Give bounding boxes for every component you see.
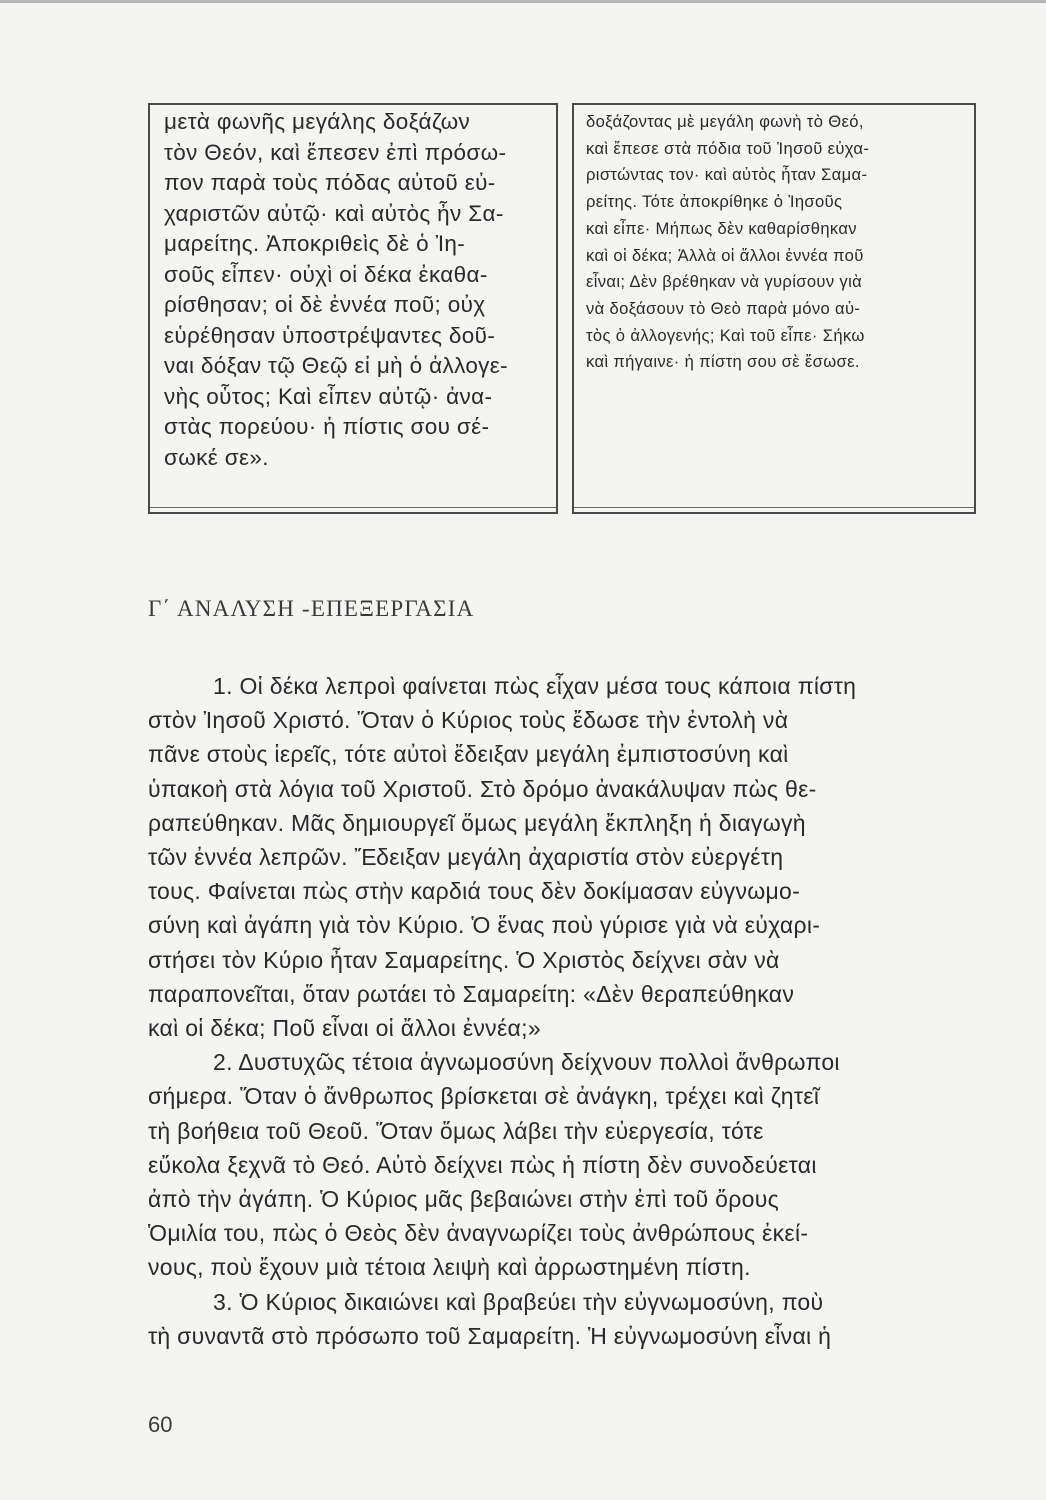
- original-line: σωκέ σε».: [164, 444, 269, 470]
- box-inner-rule: [150, 507, 556, 508]
- paragraph-line: πᾶνε στοὺς ἱερεῖς, τότε αὐτοὶ ἔδειξαν μεγάλη ἐμπιστοσύνη καὶ: [148, 741, 789, 768]
- paragraph-line: 2. Δυστυχῶς τέτοια ἀγνωμοσύνη δείχνουν πολλοὶ ἄνθρωποι: [213, 1049, 840, 1076]
- original-text-column: [164, 107, 554, 473]
- top-rule: [0, 0, 1046, 3]
- original-line: ρίσθησαν; οἱ δὲ ἐννέα ποῦ; οὐχ: [164, 292, 486, 317]
- page-number: 60: [148, 1412, 173, 1437]
- paragraph-line: 3. Ὁ Κύριος δικαιώνει καὶ βραβεύει τὴν εὐγνωμοσύνη, ποὺ: [213, 1288, 824, 1315]
- paragraph-line: ἀπὸ τὴν ἀγάπη. Ὁ Κύριος μᾶς βεβαιώνει στὴν ἐπὶ τοῦ ὄρους: [148, 1186, 780, 1213]
- paragraph-line: τὴ συναντᾶ στὸ πρόσωπο τοῦ Σαμαρείτη. Ἡ εὐγνωμοσύνη εἶναι ἡ: [148, 1322, 832, 1349]
- original-line: νὴς οὗτος; Καὶ εἶπεν αὐτῷ· ἀνα-: [164, 383, 493, 409]
- paragraph-line: νους, ποὺ ἔχουν μιὰ τέτοια λειψὴ καὶ ἀρρωστημένη πίστη.: [148, 1254, 751, 1281]
- paragraph-line: εὔκολα ξεχνᾶ τὸ Θεό. Αὐτὸ δείχνει πὼς ἡ πίστη δὲν συνοδεύεται: [148, 1151, 817, 1178]
- translation-line: νὰ δοξάσουν τὸ Θεὸ παρὰ μόνο αὐ-: [586, 298, 861, 318]
- paragraph-line: ραπεύθηκαν. Μᾶς δημιουργεῖ ὅμως μεγάλη ἔκπληξη ἡ διαγωγὴ: [148, 809, 806, 836]
- paragraph-line: σύνη καὶ ἀγάπη γιὰ τὸν Κύριο. Ὁ ἕνας ποὺ γύρισε γιὰ νὰ εὐχαρι-: [148, 912, 821, 939]
- translation-line: δοξάζοντας μὲ μεγάλη φωνὴ τὸ Θεό,: [586, 112, 864, 131]
- translation-line: καὶ ἔπεσε στὰ πόδια τοῦ Ἰησοῦ εὐχα-: [586, 138, 870, 158]
- paragraph-line: 1. Οἱ δέκα λεπροὶ φαίνεται πὼς εἶχαν μέσα τους κάποια πίστη: [213, 673, 857, 699]
- paragraph-line: τους. Φαίνεται πὼς στὴν καρδιά τους δὲν δοκίμασαν εὐγνωμο-: [148, 878, 801, 905]
- translation-column: [586, 109, 971, 376]
- paragraph-line: Ὁμιλία του, πὼς ὁ Θεὸς δὲν ἀναγνωρίζει τοὺς ἀνθρώπους ἐκεί-: [148, 1220, 809, 1247]
- original-line: πον παρὰ τοὺς πόδας αὐτοῦ εὐ-: [164, 170, 496, 195]
- paragraph-line: στήσει τὸν Κύριο ἦταν Σαμαρείτης. Ὁ Χριστὸς δείχνει σὰν νὰ: [148, 946, 780, 973]
- paragraph-line: παραπονεῖται, ὅταν ρωτάει τὸ Σαμαρείτη: «Δὲν θεραπεύθηκαν: [148, 980, 795, 1007]
- translation-line: καὶ οἱ δέκα; Ἀλλὰ οἱ ἄλλοι ἐννέα ποῦ: [586, 245, 864, 265]
- paragraph-line: στὸν Ἰησοῦ Χριστό. Ὅταν ὁ Κύριος τοὺς ἔδωσε τὴν ἐντολὴ νὰ: [148, 707, 789, 734]
- original-line: ναι δόξαν τῷ Θεῷ εἰ μὴ ὁ ἀλλογε-: [164, 353, 509, 378]
- original-line: μετὰ φωνῆς μεγάλης δοξάζων: [164, 109, 471, 134]
- paragraph-line: καὶ οἱ δέκα; Ποῦ εἶναι οἱ ἄλλοι ἐννέα;»: [148, 1015, 541, 1042]
- original-line: εὑρέθησαν ὑποστρέψαντες δοῦ-: [164, 322, 496, 348]
- paragraph-line: σήμερα. Ὅταν ὁ ἄνθρωπος βρίσκεται σὲ ἀνάγκη, τρέχει καὶ ζητεῖ: [148, 1083, 820, 1110]
- quote-box-original-text: [148, 103, 558, 514]
- original-line: τὸν Θεόν, καὶ ἔπεσεν ἐπὶ πρόσω-: [164, 139, 507, 165]
- translation-line: καὶ πήγαινε· ἡ πίστη σου σὲ ἔσωσε.: [586, 352, 860, 372]
- translation-line: ριστώντας τον· καὶ αὐτὸς ἦταν Σαμα-: [586, 165, 868, 185]
- paragraph-line: τὴ βοήθεια τοῦ Θεοῦ. Ὅταν ὅμως λάβει τὴν εὐεργεσία, τότε: [148, 1117, 764, 1144]
- analysis-body: [148, 669, 988, 1353]
- section-title: Γ΄ ΑΝΑΛΥΣΗ -ΕΠΕΞΕΡΓΑΣΙΑ: [148, 596, 475, 621]
- paragraph-line: τῶν ἐννέα λεπρῶν. Ἔδειξαν μεγάλη ἀχαριστία στὸν εὐεργέτη: [148, 844, 784, 871]
- original-line: μαρείτης. Ἀποκριθεὶς δὲ ὁ Ἰη-: [164, 231, 466, 256]
- quote-box-translation: [572, 103, 976, 514]
- original-line: σοῦς εἶπεν· οὐχὶ οἱ δέκα ἐκαθα-: [164, 261, 488, 287]
- original-line: χαριστῶν αὐτῷ· καὶ αὐτὸς ἦν Σα-: [164, 200, 504, 226]
- translation-line: τὸς ὁ ἀλλογενής; Καὶ τοῦ εἶπε· Σήκω: [586, 325, 865, 345]
- original-line: στὰς πορεύου· ἡ πίστις σου σέ-: [164, 414, 490, 439]
- box-inner-rule: [574, 507, 974, 508]
- paragraph-line: ὑπακοὴ στὰ λόγια τοῦ Χριστοῦ. Στὸ δρόμο ἀνακάλυψαν πὼς θε-: [148, 775, 817, 802]
- translation-line: καὶ εἶπε· Μήπως δὲν καθαρίσθηκαν: [586, 218, 857, 238]
- translation-line: εἶναι; Δὲν βρέθηκαν νὰ γυρίσουν γιὰ: [586, 272, 863, 292]
- translation-line: ρείτης. Τότε ἀποκρίθηκε ὁ Ἰησοῦς: [586, 192, 843, 212]
